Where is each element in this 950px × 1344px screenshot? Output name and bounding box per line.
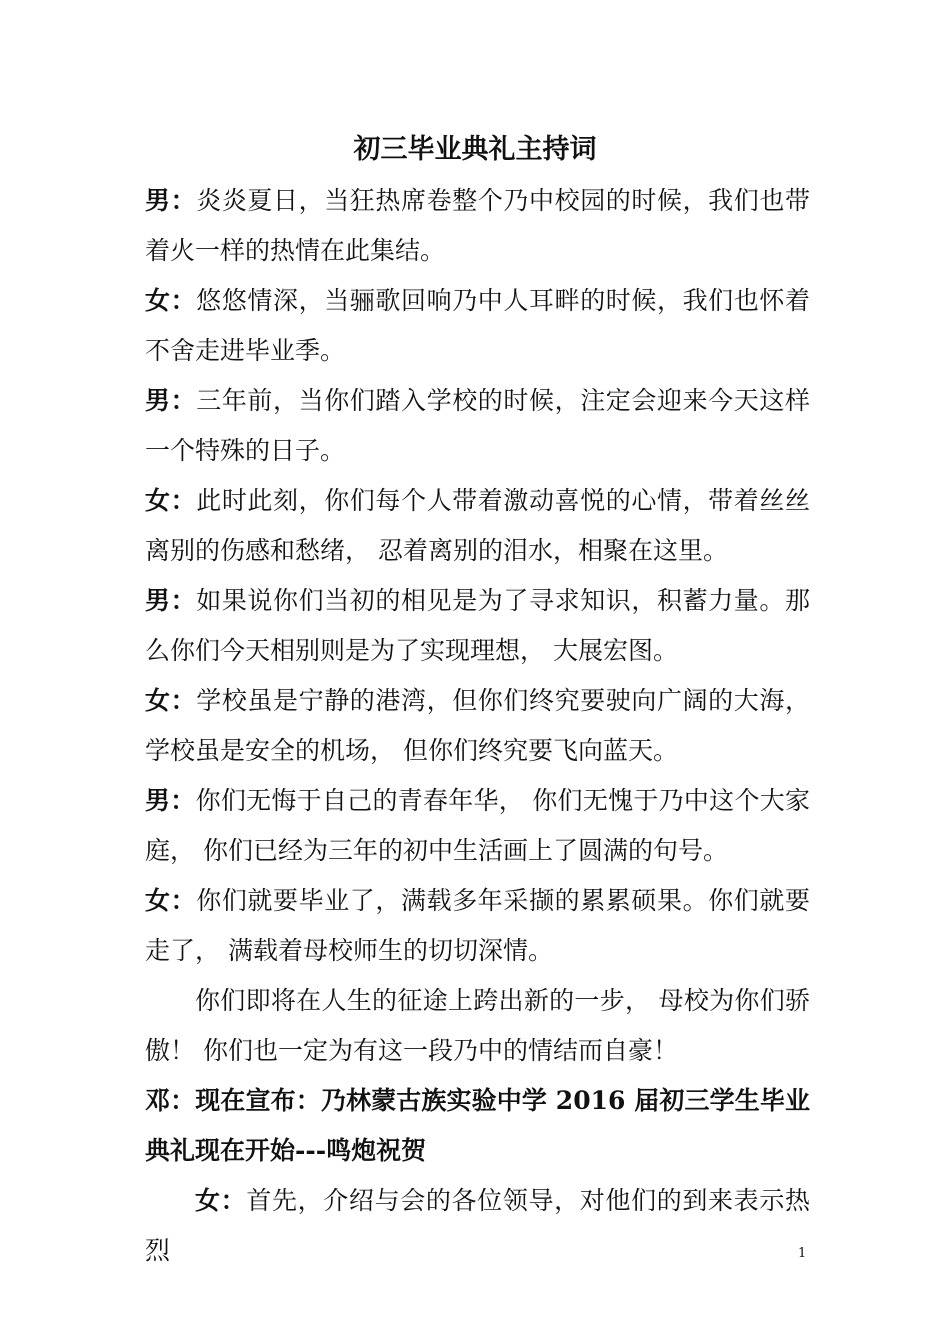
- speaker-label: 女: [145, 286, 171, 315]
- paragraph-text: 你们就要毕业了，满载多年采撷的累累硕果。你们就要走了， 满载着母校师生的切切深情。: [145, 886, 810, 965]
- speaker-label: 女: [195, 1186, 221, 1215]
- speaker-colon: ：: [170, 786, 196, 815]
- paragraph-3: [145, 376, 810, 476]
- speaker-colon: ：: [170, 886, 197, 915]
- speaker-colon: ：: [170, 286, 197, 315]
- page-number: 1: [798, 1246, 807, 1261]
- paragraph-text: 你们无悔于自己的青春年华， 你们无愧于乃中这个大家庭， 你们已经为三年的初中生活画上了圆满的句号。: [145, 786, 810, 865]
- paragraph-text: 悠悠情深，当骊歌回响乃中人耳畔的时候，我们也怀着不舍走进毕业季。: [145, 286, 810, 365]
- paragraph-text: 首先，介绍与会的各位领导，对他们的到来表示热烈: [145, 1186, 810, 1265]
- speaker-colon: ：: [170, 686, 197, 715]
- speaker-label: 男: [145, 386, 171, 415]
- speaker-colon: ：: [170, 386, 197, 415]
- paragraph-text: 炎炎夏日，当狂热席卷整个乃中校园的时候，我们也带着火一样的热情在此集结。: [145, 186, 810, 265]
- speaker-label: 邓: [145, 1086, 171, 1115]
- paragraph-text: 现在宣布：乃林蒙古族实验中学 2016 届初三学生毕业典礼现在开始---鸣炮祝贺: [145, 1086, 810, 1165]
- speaker-colon: ：: [170, 586, 197, 615]
- speaker-label: 男: [145, 786, 171, 815]
- speaker-label: 男: [145, 586, 171, 615]
- paragraph-9: [145, 976, 810, 1076]
- paragraph-7: [145, 776, 810, 876]
- document-body: [145, 176, 810, 1276]
- speaker-colon: ：: [170, 1086, 196, 1115]
- paragraph-6: [145, 676, 810, 776]
- paragraph-5: [145, 576, 810, 676]
- speaker-label: 女: [145, 486, 171, 515]
- paragraph-text: 你们即将在人生的征途上跨出新的一步， 母校为你们骄傲！ 你们也一定为有这一段乃中的情结而自豪！: [145, 986, 810, 1065]
- paragraph-text: 此时此刻，你们每个人带着激动喜悦的心情，带着丝丝离别的伤感和愁绪， 忍着离别的泪水，相聚在这里。: [145, 486, 810, 565]
- paragraph-8: [145, 876, 810, 976]
- speaker-colon: ：: [170, 186, 197, 215]
- paragraph-11: [145, 1176, 810, 1276]
- paragraph-4: [145, 476, 810, 576]
- document-title: 初三毕业典礼主持词: [353, 134, 597, 165]
- speaker-label: 女: [145, 886, 171, 915]
- speaker-label: 男: [145, 186, 171, 215]
- paragraph-text: 如果说你们当初的相见是为了寻求知识，积蓄力量。那么你们今天相别则是为了实现理想， 大展宏图。: [145, 586, 810, 665]
- paragraph-2: [145, 276, 810, 376]
- announcement-paragraph: [145, 1076, 810, 1176]
- speaker-label: 女: [145, 686, 171, 715]
- paragraph-text: 三年前，当你们踏入学校的时候，注定会迎来今天这样一个特殊的日子。: [145, 386, 810, 465]
- paragraph-1: [145, 176, 810, 276]
- speaker-colon: ：: [170, 486, 197, 515]
- paragraph-text: 学校虽是宁静的港湾，但你们终究要驶向广阔的大海，学校虽是安全的机场， 但你们终究要飞向蓝天。: [145, 686, 810, 765]
- speaker-colon: ：: [220, 1186, 247, 1215]
